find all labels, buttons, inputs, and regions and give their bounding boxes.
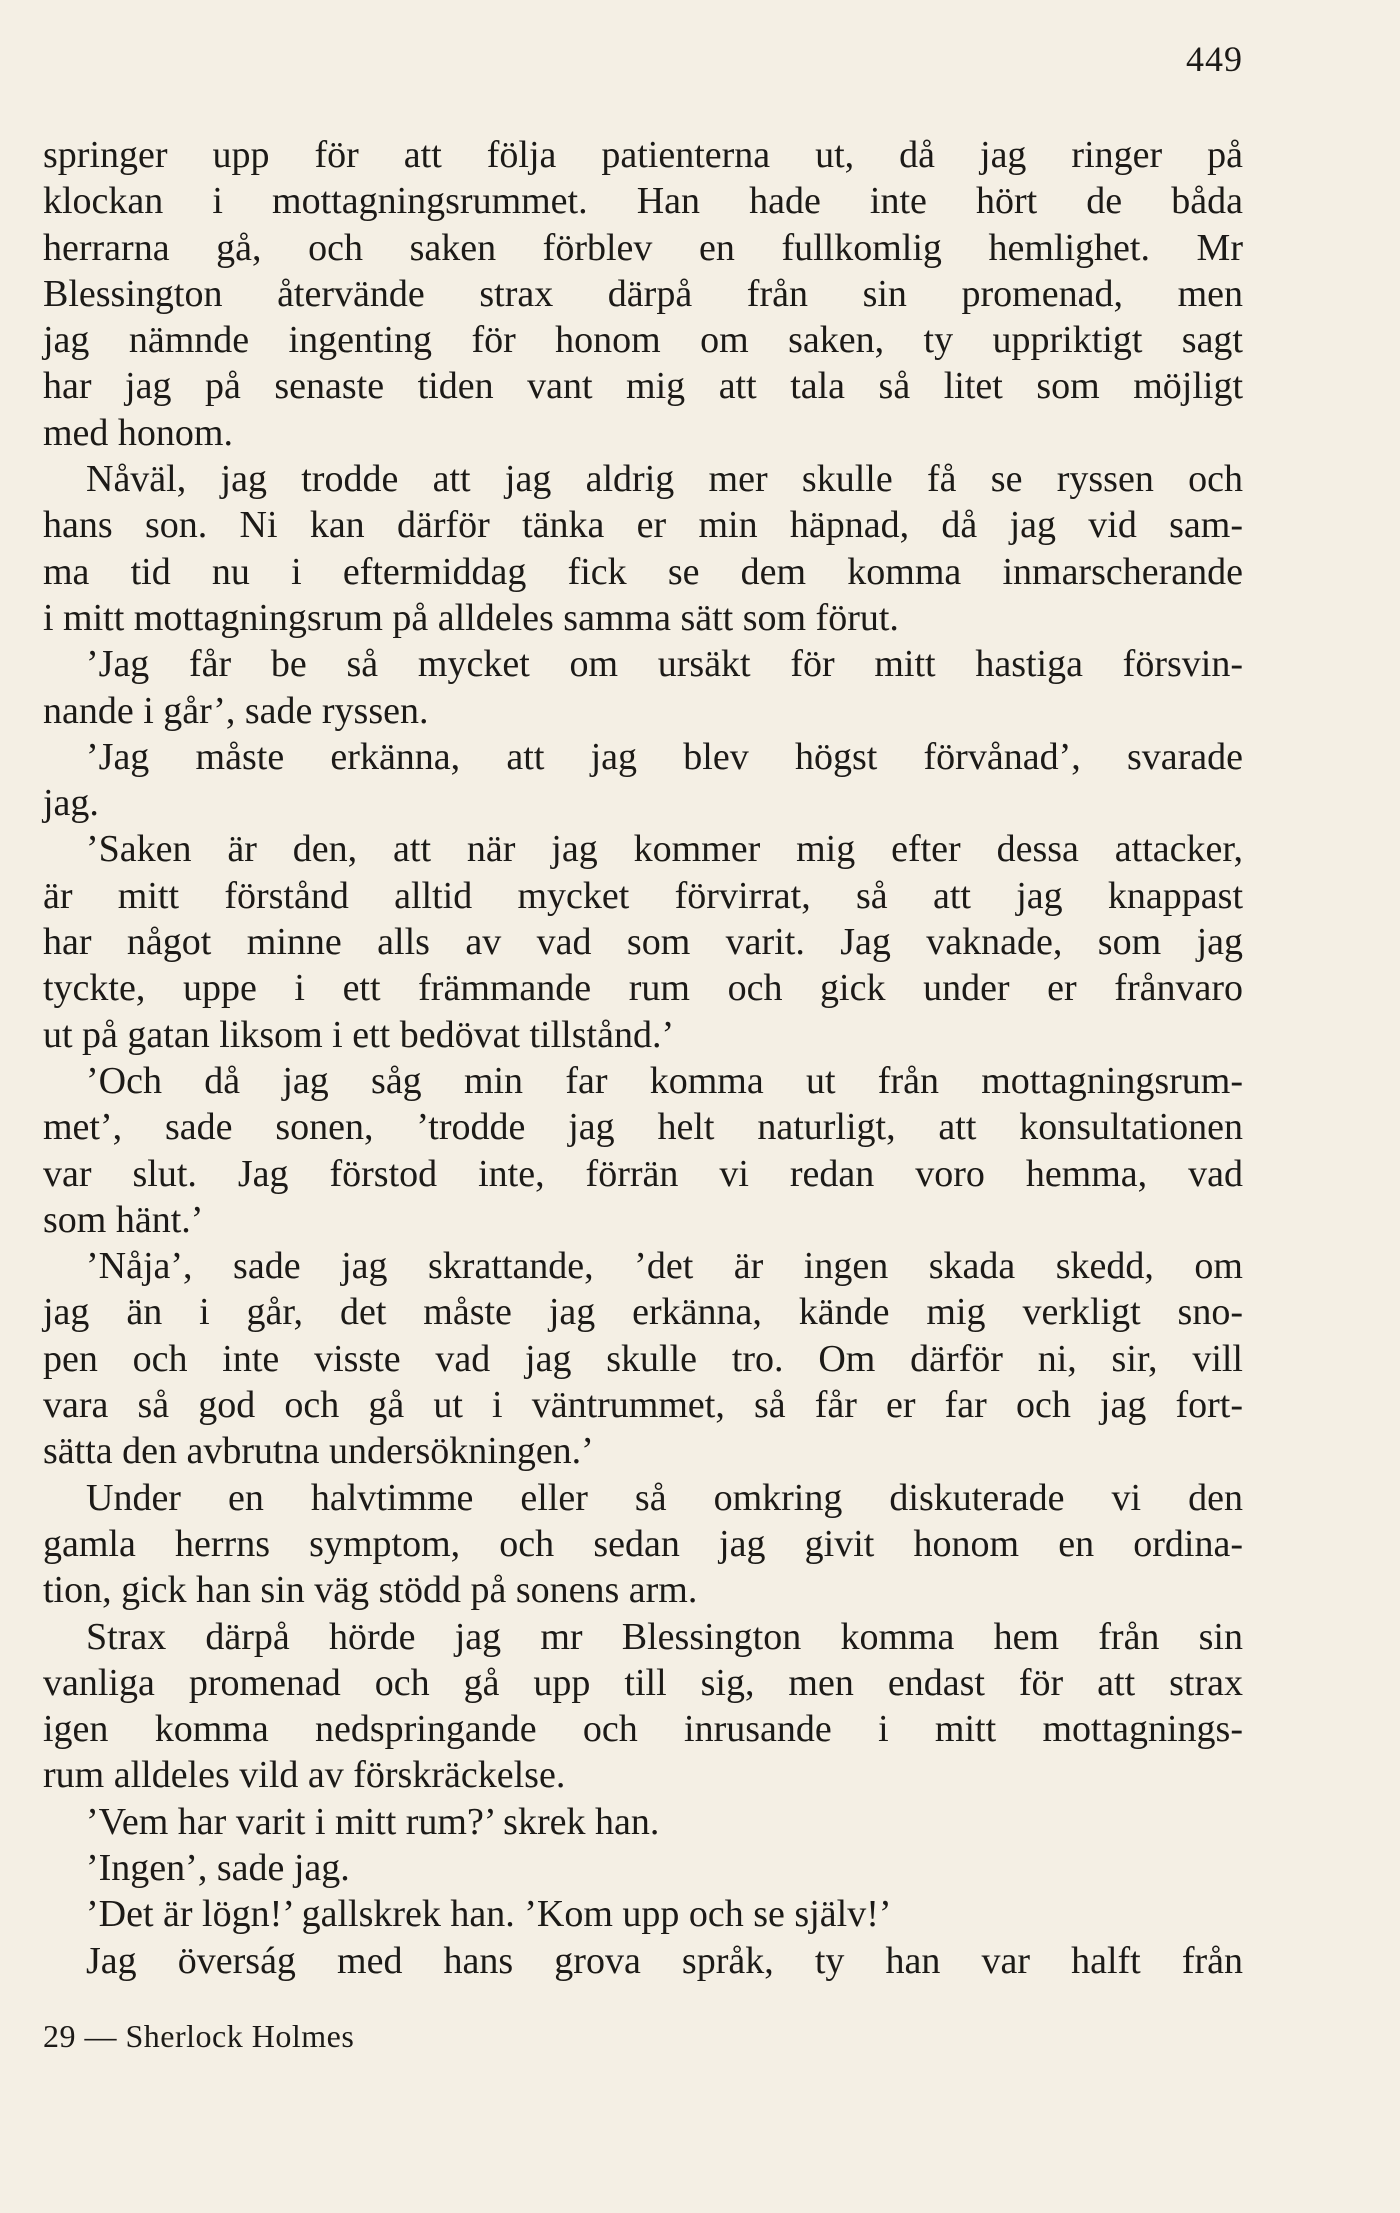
text-line: ’Jag får be så mycket om ursäkt för mitt hastiga försvin-	[86, 643, 1243, 686]
text-line: ’Jag måste erkänna, att jag blev högst förvånad’, svarade	[86, 735, 1243, 778]
text-line: har något minne alls av vad som varit. Jag vaknade, som jag	[43, 921, 1243, 964]
text-line: ma tid nu i eftermiddag fick se dem komma inmarscherande	[43, 550, 1243, 593]
text-line: sätta den avbrutna undersökningen.’	[43, 1430, 594, 1473]
text-line: med honom.	[43, 411, 233, 454]
text-line: i mitt mottagningsrum på alldeles samma sätt som förut.	[43, 596, 899, 639]
text-line: ’Nåja’, sade jag skrattande, ’det är ingen skada skedd, om	[86, 1245, 1243, 1288]
text-line: met’, sade sonen, ’trodde jag helt naturligt, att konsultationen	[43, 1106, 1243, 1149]
page-number: 449	[1186, 39, 1243, 79]
text-line: har jag på senaste tiden vant mig att tala så litet som möjligt	[43, 365, 1243, 408]
text-line: igen komma nedspringande och inrusande i mitt mottagnings-	[43, 1708, 1243, 1751]
text-line: vara så god och gå ut i väntrummet, så får er far och jag fort-	[43, 1384, 1243, 1427]
text-line: var slut. Jag förstod inte, förrän vi redan voro hemma, vad	[43, 1152, 1243, 1195]
text-line: pen och inte visste vad jag skulle tro. Om därför ni, sir, vill	[43, 1337, 1243, 1380]
text-line: Blessington återvände strax därpå från sin promenad, men	[43, 272, 1243, 315]
footer-signature: 29 — Sherlock Holmes	[43, 2018, 355, 2054]
text-line: som hänt.’	[43, 1198, 204, 1241]
text-line: herrarna gå, och saken förblev en fullkomlig hemlighet. Mr	[43, 226, 1243, 269]
text-line: är mitt förstånd alltid mycket förvirrat, så att jag knappast	[43, 874, 1243, 917]
text-line: jag nämnde ingenting för honom om saken, ty uppriktigt sagt	[43, 319, 1243, 362]
text-line: vanliga promenad och gå upp till sig, men endast för att strax	[43, 1661, 1243, 1704]
text-line: tion, gick han sin väg stödd på sonens arm.	[43, 1569, 698, 1612]
text-line: ut på gatan liksom i ett bedövat tillstånd.’	[43, 1013, 675, 1056]
text-line: jag än i går, det måste jag erkänna, kände mig verkligt sno-	[43, 1291, 1243, 1334]
text-line: tyckte, uppe i ett främmande rum och gick under er frånvaro	[43, 967, 1243, 1010]
text-line: Jag överság med hans grova språk, ty han var halft från	[86, 1939, 1243, 1982]
text-line: nande i går’, sade ryssen.	[43, 689, 429, 732]
text-line: klockan i mottagningsrummet. Han hade inte hört de båda	[43, 180, 1243, 223]
text-line: Nåväl, jag trodde att jag aldrig mer skulle få se ryssen och	[86, 458, 1243, 501]
text-line: springer upp för att följa patienterna ut, då jag ringer på	[43, 134, 1243, 176]
text-line: jag.	[43, 782, 99, 825]
text-line: ’Saken är den, att när jag kommer mig efter dessa attacker,	[86, 828, 1243, 871]
text-line: ’Och då jag såg min far komma ut från mottagningsrum-	[86, 1059, 1243, 1102]
text-line: gamla herrns symptom, och sedan jag givit honom en ordina-	[43, 1522, 1243, 1565]
text-line: hans son. Ni kan därför tänka er min häpnad, då jag vid sam-	[43, 504, 1243, 547]
text-line: ’Ingen’, sade jag.	[86, 1846, 350, 1889]
text-line: Under en halvtimme eller så omkring diskuterade vi den	[86, 1476, 1243, 1519]
text-line: ’Vem har varit i mitt rum?’ skrek han.	[86, 1800, 660, 1843]
text-line: rum alldeles vild av förskräckelse.	[43, 1754, 566, 1797]
text-line: Strax därpå hörde jag mr Blessington komma hem från sin	[86, 1615, 1243, 1658]
text-line: ’Det är lögn!’ gallskrek han. ’Kom upp och se själv!’	[86, 1893, 892, 1936]
body-text	[43, 132, 1243, 1984]
